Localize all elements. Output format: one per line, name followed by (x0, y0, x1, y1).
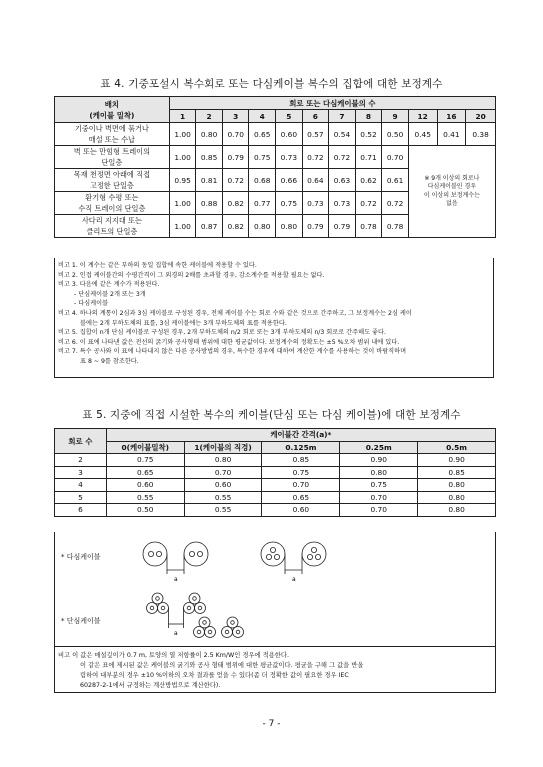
factor-cell: 0.65 (106, 466, 184, 479)
factor-cell: 0.80 (340, 466, 418, 479)
factor-cell: 0.87 (196, 215, 223, 238)
factor-cell: 0.80 (276, 215, 303, 238)
table-row (55, 123, 496, 146)
note-line: 림하여 대부분의 경우 ±10 %이하의 오차 결과를 얻을 수 있다(좀 더 정확한 값이 필요한 경우 IEC (80, 672, 349, 679)
note-line: 비고 3. 다음에 같은 계수가 적용된다. (58, 281, 160, 289)
factor-cell: 0.70 (222, 123, 249, 146)
table4-notes (54, 258, 494, 378)
factor-cell: 1.00 (169, 123, 196, 146)
table5-title: 표 5. 지중에 직접 시설한 복수의 케이블(단심 또는 다심 케이블)에 대한 보정계수 (82, 409, 461, 421)
factor-cell: 0.60 (262, 504, 340, 517)
table-row (55, 146, 496, 169)
table-row (55, 491, 496, 504)
factor-cell: 0.68 (249, 169, 276, 192)
factor-cell: 0.66 (276, 169, 303, 192)
table5 (54, 428, 496, 517)
table-row (55, 504, 496, 517)
singlecore-cable (147, 593, 244, 638)
factor-cell: 0.82 (222, 192, 249, 215)
note-line: 비고 5. 집합이 n개 단심 케이블로 구성된 경우, 2개 부하도체의 n/2 회로 또는 3개 부하도체의 n/3 회로로 간주해도 좋다. (58, 329, 386, 337)
count-header: 2 (196, 110, 223, 123)
note-line: 표 8 ~ 9를 참조한다. (80, 357, 139, 365)
factor-cell: 0.79 (222, 146, 249, 169)
factor-cell: 0.50 (382, 123, 409, 146)
table-row (55, 479, 496, 492)
count-header: 5 (276, 110, 303, 123)
factor-cell: 0.71 (355, 146, 382, 169)
factor-cell: 0.72 (329, 146, 356, 169)
factor-cell: 0.72 (382, 192, 409, 215)
factor-cell: 0.80 (418, 479, 496, 492)
factor-cell: 0.72 (302, 146, 329, 169)
factor-cell: 1.00 (169, 146, 196, 169)
factor-cell: 0.79 (302, 215, 329, 238)
arrangement-header: 배치 (케이블 밀착) (55, 97, 170, 123)
factor-cell: 0.88 (196, 192, 223, 215)
cable-diagram-svg (55, 532, 495, 645)
factor-cell: 0.75 (340, 479, 418, 492)
spacing-header: 케이블간 간격(a)* (106, 429, 495, 442)
count-header: 9 (382, 110, 409, 123)
factor-cell: 0.80 (184, 454, 262, 467)
note-line: 비고 4. 하나의 계통이 2심과 3심 케이블로 구성된 경우, 전체 케이블 수는 회로 수와 같은 것으로 간주하고, 그 보정계수는 2심 케이 (58, 309, 412, 317)
factor-cell: 0.60 (106, 479, 184, 492)
factor-cell: 0.38 (466, 123, 496, 146)
factor-cell: 0.62 (355, 169, 382, 192)
factor-cell: 0.65 (249, 123, 276, 146)
count-header: 8 (355, 110, 382, 123)
circuit-count-cell: 6 (55, 504, 107, 517)
factor-cell: 0.55 (184, 491, 262, 504)
factor-cell: 0.82 (222, 215, 249, 238)
circuit-count-cell: 3 (55, 466, 107, 479)
note-line: 블에는 2개 부하도체의 표를, 3심 케이블에는 3개 부하도체의 표를 적용한다. (80, 319, 287, 327)
factor-cell: 0.65 (262, 491, 340, 504)
factor-cell: 0.78 (355, 215, 382, 238)
circuit-count-cell: 2 (55, 454, 107, 467)
count-header: 16 (437, 110, 466, 123)
factor-cell: 0.80 (249, 215, 276, 238)
count-header: 1 (169, 110, 196, 123)
factor-cell: 0.80 (418, 491, 496, 504)
count-header: 6 (302, 110, 329, 123)
factor-cell: 0.63 (329, 169, 356, 192)
circuit-count-header: 회로 수 (55, 429, 107, 454)
spacing-label-1: a (174, 576, 178, 583)
factor-cell: 0.80 (196, 123, 223, 146)
factor-cell: 0.79 (329, 215, 356, 238)
circuit-count-header: 회로 또는 다심케이블의 수 (169, 97, 495, 110)
factor-cell: 0.72 (355, 192, 382, 215)
factor-cell: 0.64 (302, 169, 329, 192)
arrangement-cell: 벽 또는 만힘형 트레이의 단일층 (55, 146, 170, 169)
factor-cell: 0.55 (184, 504, 262, 517)
factor-cell: 0.70 (262, 479, 340, 492)
factor-cell: 0.61 (382, 169, 409, 192)
note-line: 비고 2. 인접 케이블간의 수평간격이 그 외경의 2배를 초과할 경우, 감소계수를 적용할 필요는 없다. (58, 271, 325, 279)
factor-cell: 0.70 (382, 146, 409, 169)
spacing-label-3: a (174, 630, 178, 637)
spacing-subheader: 0(케이블밀착) (106, 441, 184, 454)
side-note: ※ 9개 이상의 회로나 다심케이블인 경우 이 이상의 보정계수는 없음 (408, 146, 495, 238)
page-number: - 7 - (262, 719, 281, 729)
table-row (55, 454, 496, 467)
factor-cell: 1.00 (169, 215, 196, 238)
factor-cell: 0.70 (340, 504, 418, 517)
multicore-label: * 다심케이블 (61, 553, 101, 561)
singlecore-label: * 단심케이블 (61, 617, 101, 625)
arrangement-cell: 목재 천정면 아래에 직접 고정한 단일층 (55, 169, 170, 192)
circuit-count-cell: 5 (55, 491, 107, 504)
factor-cell: 0.81 (196, 169, 223, 192)
note-line: 60287-2-1에서 규정하는 계산방법으로 계산한다). (80, 682, 221, 689)
note-line: 이 같은 표에 제시된 값은 케이블의 굵기와 공사 형태 범위에 대한 평균값이다. 평균을 구해 그 값을 반올 (80, 662, 364, 669)
factor-cell: 0.75 (249, 146, 276, 169)
count-header: 4 (249, 110, 276, 123)
multicore-cable (143, 542, 326, 574)
factor-cell: 0.45 (408, 123, 437, 146)
cable-arrangement-diagram (54, 532, 496, 647)
circuit-count-cell: 4 (55, 479, 107, 492)
factor-cell: 0.60 (276, 123, 303, 146)
count-header: 20 (466, 110, 496, 123)
factor-cell: 0.70 (340, 491, 418, 504)
note-line: 비고 6. 이 표에 나타낸 값은 전선의 굵기와 공사형태 범위에 대한 평균값이다. 보정계수의 정확도는 ±5 %오차 범위 내에 있다. (58, 338, 400, 346)
table4 (54, 96, 496, 238)
factor-cell: 0.75 (276, 192, 303, 215)
factor-cell: 0.57 (302, 123, 329, 146)
factor-cell: 0.72 (222, 169, 249, 192)
arrangement-cell: 환기형 수평 또는 수직 트레이의 단일층 (55, 192, 170, 215)
arrangement-cell: 기중이나 벽면에 묶거나 매설 또는 수납 (55, 123, 170, 146)
table5-notes (54, 647, 496, 693)
table4-title: 표 4. 기중포설시 복수회로 또는 다심케이블 복수의 집합에 대한 보정계수 (100, 78, 443, 90)
factor-cell: 0.60 (184, 479, 262, 492)
count-header: 3 (222, 110, 249, 123)
note-line: - 단심케이블 2개 또는 3개 (74, 290, 146, 298)
factor-cell: 0.50 (106, 504, 184, 517)
spacing-subheader: 0.5m (418, 441, 496, 454)
factor-cell: 0.41 (437, 123, 466, 146)
note-line: 비고 7. 특수 공사와 이 표에 나타내지 않은 다른 공사방법의 경우, 특수한 경우에 대하여 계산한 계수를 사용하는 것이 바람직하며 (58, 348, 407, 356)
factor-cell: 0.52 (355, 123, 382, 146)
table-row (55, 466, 496, 479)
factor-cell: 0.78 (382, 215, 409, 238)
spacing-label-2: a (292, 576, 296, 583)
spacing-subheader: 0.25m (340, 441, 418, 454)
factor-cell: 0.85 (196, 146, 223, 169)
factor-cell: 1.00 (169, 192, 196, 215)
factor-cell: 0.75 (106, 454, 184, 467)
arrangement-cell: 사다리 지지대 또는 클리트의 단일층 (55, 215, 170, 238)
note-line: 비고 이 값은 매설깊이가 0.7 m, 토양의 열 저항률이 2.5 Km/W인 경우에 적용한다. (58, 652, 289, 659)
factor-cell: 0.70 (184, 466, 262, 479)
count-header: 12 (408, 110, 437, 123)
factor-cell: 0.55 (106, 491, 184, 504)
note-line: 비고 1. 이 계수는 같은 부하의 동일 집합에 속한 케이블에 적용할 수 있다. (58, 262, 257, 269)
factor-cell: 0.85 (262, 454, 340, 467)
factor-cell: 0.80 (418, 504, 496, 517)
factor-cell: 0.54 (329, 123, 356, 146)
factor-cell: 0.95 (169, 169, 196, 192)
factor-cell: 0.75 (262, 466, 340, 479)
spacing-subheader: 0.125m (262, 441, 340, 454)
factor-cell: 0.90 (340, 454, 418, 467)
factor-cell: 0.73 (302, 192, 329, 215)
factor-cell: 0.85 (418, 466, 496, 479)
factor-cell: 0.73 (329, 192, 356, 215)
note-line: - 다심케이블 (74, 300, 109, 308)
spacing-subheader: 1(케이블의 직경) (184, 441, 262, 454)
count-header: 7 (329, 110, 356, 123)
factor-cell: 0.77 (249, 192, 276, 215)
factor-cell: 0.73 (276, 146, 303, 169)
factor-cell: 0.90 (418, 454, 496, 467)
